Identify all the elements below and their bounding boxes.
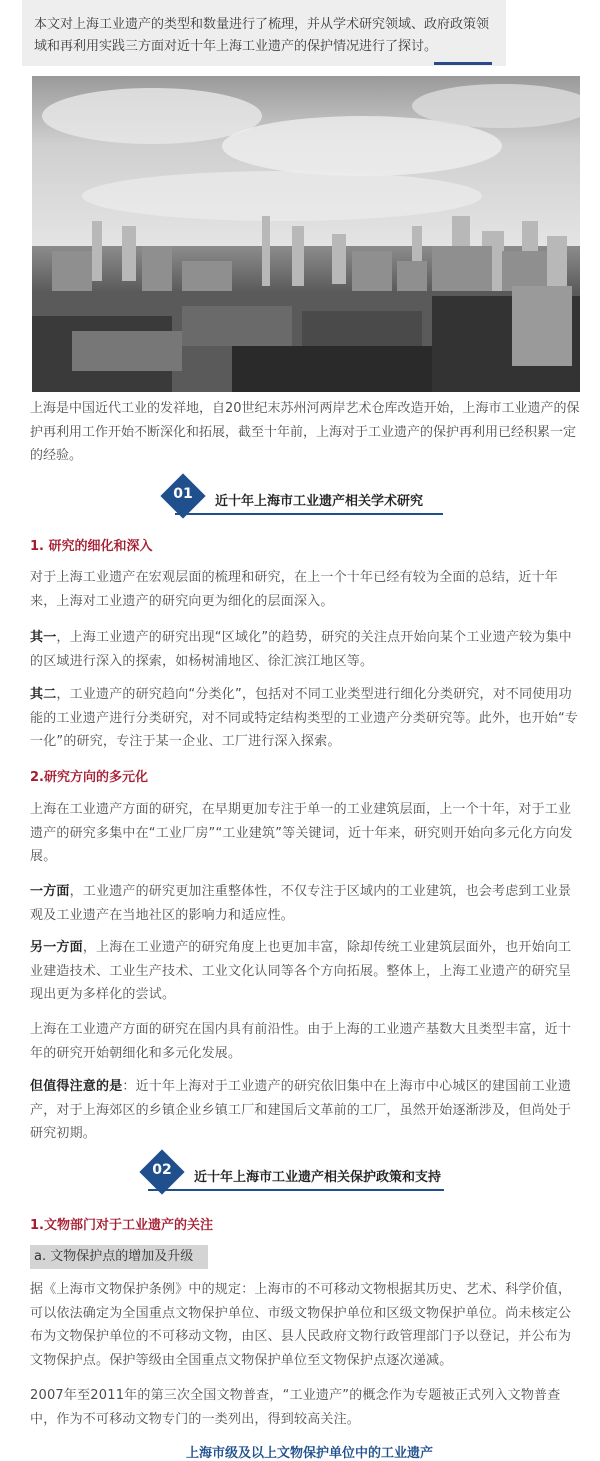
paragraph	[30, 798, 582, 869]
subheading: 1.文物部门对于工业遗产的关注	[30, 1218, 213, 1233]
paragraph	[30, 1384, 582, 1431]
section-title: 近十年上海市工业遗产相关学术研究	[215, 494, 424, 509]
paragraph	[30, 683, 582, 754]
paragraph	[30, 936, 582, 1007]
table-title-link[interactable]: 上海市级及以上文物保护单位中的工业遗产	[186, 1446, 434, 1461]
paragraph-text: 上海在工业遗产方面的研究在国内具有前沿性。由于上海的工业遗产基数大且类型丰富，近十年的研究开始朝细化和多元化发展。	[30, 1022, 572, 1061]
paragraph	[30, 1018, 582, 1065]
paragraph-lead: 但值得注意的是	[30, 1079, 123, 1094]
section-number: 01	[173, 486, 193, 502]
paragraph-lead: 另一方面	[30, 940, 83, 955]
paragraph-text: ，工业遗产的研究趋向“分类化”，包括对不同工业类型进行细化分类研究，对不同使用功能的工业遗产进行分类研究，对不同或特定结构类型的工业遗产分类研究等。此外，也开始“专一化”的研究，专注于某一企业、工厂进行深入探索。	[30, 687, 579, 749]
paragraph	[30, 880, 582, 927]
paragraph-lead: 其二	[30, 687, 57, 702]
paragraph-lead: 其一	[30, 630, 57, 645]
paragraph-text: 据《上海市文物保护条例》中的规定：上海市的不可移动文物根据其历史、艺术、科学价值，可以依法确定为全国重点文物保护单位、市级文物保护单位和区级文物保护单位。尚未核定公布为文物保护单位的不可移动文物，由区、县人民政府文物行政管理部门予以登记，并公布为文物保护点。保护等级由全国重点文物保护单位至文物保护点逐次递减。	[30, 1282, 572, 1368]
intro-underline	[434, 62, 492, 65]
subheading: 1. 研究的细化和深入	[30, 539, 153, 554]
section-title: 近十年上海市工业遗产相关保护政策和支持	[194, 1170, 442, 1185]
paragraph-text: ，工业遗产的研究更加注重整体性，不仅专注于区域内的工业建筑，也会考虑到工业景观及工业遗产在当地社区的影响力和适应性。	[30, 884, 572, 923]
paragraph	[30, 566, 582, 613]
section-number: 02	[152, 1162, 172, 1178]
paragraph-text: 对于上海工业遗产在宏观层面的梳理和研究，在上一个十年已经有较为全面的总结，近十年来，上海对工业遗产的研究向更为细化的层面深入。	[30, 570, 559, 609]
paragraph-text: 上海在工业遗产方面的研究，在早期更加专注于单一的工业建筑层面，上一个十年，对于工业遗产的研究多集中在“工业厂房”“工业建筑”等关键词，近十年来，研究则开始向多元化方向发展。	[30, 802, 573, 864]
paragraph-text: 2007年至2011年的第三次全国文物普查，“工业遗产”的概念作为专题被正式列入文物普查中，作为不可移动文物专门的一类列出，得到较高关注。	[30, 1388, 561, 1427]
intro-text: 本文对上海工业遗产的类型和数量进行了梳理，并从学术研究领域、政府政策领域和再利用实践三方面对近十年上海工业遗产的保护情况进行了探讨。	[34, 17, 490, 54]
photo-caption: 上海是中国近代工业的发祥地，自20世纪末苏州河两岸艺术仓库改造开始，上海市工业遗产的保护再利用工作开始不断深化和拓展，截至十年前，上海对于工业遗产的保护再利用已经积累一定的经验。	[30, 401, 580, 463]
subheading: 2.研究方向的多元化	[30, 770, 148, 785]
paragraph	[30, 1075, 582, 1146]
section-underline	[175, 513, 443, 515]
section-underline	[148, 1189, 444, 1191]
paragraph	[30, 626, 582, 673]
subsection-tag: a. 文物保护点的增加及升级	[30, 1245, 208, 1269]
paragraph-text: ，上海工业遗产的研究出现“区域化”的趋势，研究的关注点开始向某个工业遗产较为集中的区域进行深入的探索，如杨树浦地区、徐汇滨江地区等。	[30, 630, 572, 669]
paragraph	[30, 1278, 582, 1372]
paragraph-text: ：近十年上海对于工业遗产的研究依旧集中在上海市中心城区的建国前工业遗产，对于上海郊区的乡镇企业乡镇工厂和建国后文革前的工厂，虽然开始逐渐涉及，但尚处于研究初期。	[30, 1079, 572, 1141]
paragraph-lead: 一方面	[30, 884, 70, 899]
intro-summary	[22, 0, 506, 66]
section-header-02	[0, 1156, 600, 1196]
shanghai-cityscape-photo	[32, 76, 580, 392]
paragraph-text: ，上海在工业遗产的研究角度上也更加丰富，除却传统工业建筑层面外，也开始向工业建造技术、工业生产技术、工业文化认同等各个方向拓展。整体上，上海工业遗产的研究呈现出更为多样化的尝试。	[30, 940, 572, 1002]
section-header-01	[0, 480, 600, 520]
